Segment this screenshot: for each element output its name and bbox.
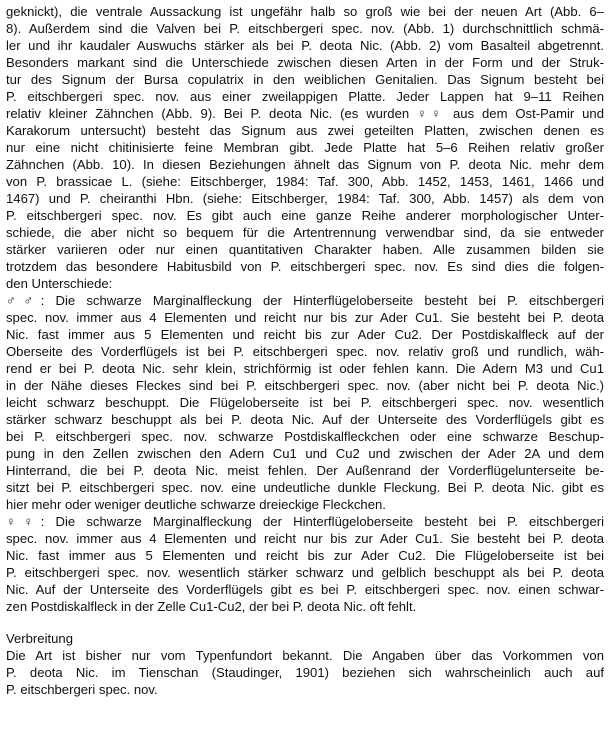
text-line: in der Nähe dieses Fleckes sind bei P. eitschbergeri spec. nov. (aber nicht bei P. deota Nic.) [6, 378, 604, 393]
text-line: stärker schwarz beschuppt als bei P. deota Nic. Auf der Unterseite des Vorderflügels gibt es [6, 412, 604, 427]
text-line: tur des Signum der Bursa copulatrix in den weiblichen Genitalien. Das Signum besteht bei [6, 72, 604, 87]
text-line: Karakorum untersucht) besteht das Signum aus zwei geteilten Platten, zwischen denen es [6, 123, 604, 138]
text-line: P. eitschbergeri spec. nov. [6, 682, 158, 697]
text-line: relativ kleiner Zähnchen (Abb. 9). Bei P. deota Nic. (es wurden ♀♀ aus dem Ost-Pamir und [6, 106, 604, 121]
text-line: pung in den Zellen zwischen den Adern Cu1 und Cu2 und zwischen der Ader 2A und dem [6, 446, 604, 461]
text-line: bei P. eitschbergeri spec. nov. schwarze Postdiskalfleckchen oder eine schwarze Beschup- [6, 429, 604, 444]
text-line: sitzt bei P. eitschbergeri spec. nov. eine undeutliche dunkle Fleckung. Bei P. deota Nic. gibt es [6, 480, 604, 495]
text-line: Oberseite des Vorderflügels ist bei P. eitschbergeri spec. nov. relativ groß und rundlich, wäh- [6, 344, 604, 359]
text-line: trotzdem das besondere Habitusbild von P. eitschbergeri spec. nov. Es sind dies die folgen- [6, 259, 604, 274]
text-line: hier mehr oder weniger deutliche schwarze dreieckige Fleckchen. [6, 497, 386, 512]
text-line: 1467) und P. cheiranthi Hbn. (siehe: Eitschberger, 1984: Taf. 300, Abb. 1457) als dem von [6, 191, 604, 206]
text-line: P. deota Nic. im Tienschan (Staudinger, 1901) beziehen sich wahrscheinlich auch auf [6, 665, 604, 680]
text-line: von P. brassicae L. (siehe: Eitschberger, 1984: Taf. 300, Abb. 1452, 1453, 1461, 1466 und [6, 174, 604, 189]
text-line: Die Art ist bisher nur vom Typenfundort bekannt. Die Angaben über das Vorkommen von [6, 648, 604, 663]
text-line: Nic. fast immer aus 5 Elementen und reicht bis zur Ader Cu2. Die Flügeloberseite ist bei [6, 548, 604, 563]
text-line: stärker variieren oder nur einen quantitativen Charakter haben. Alle zusammen bilden sie [6, 242, 604, 257]
text-line: nur eine nicht chitinisierte feine Membran gibt. Jede Platte hat 5–6 Reihen relativ großer [6, 140, 604, 155]
text-line: Zähnchen (Abb. 10). In diesen Beziehungen ähnelt das Signum von P. deota Nic. mehr dem [6, 157, 604, 172]
text-line: 8). Außerdem sind die Valven bei P. eitschbergeri spec. nov. (Abb. 1) durchschnittlich schmä- [6, 21, 604, 36]
text-line: P. eitschbergeri spec. nov. Es gibt auch eine ganze Reihe anderer morphologischer Unter- [6, 208, 604, 223]
text-line: ♂♂: Die schwarze Marginalfleckung der Hinterflügeloberseite besteht bei P. eitschbergeri [6, 293, 604, 308]
text-line: Hinterrand, die bei P. deota Nic. meist fehlen. Der Außenrand der Vorderflügelunterseite be- [6, 463, 604, 478]
text-line: Besonders markant sind die Unterschiede zwischen diesen Arten in der Form und der Struk- [6, 55, 604, 70]
text-line: P. eitschbergeri spec. nov. wesentlich stärker schwarz und gelblich beschuppt als bei P. deota [6, 565, 604, 580]
text-line: den Unterschiede: [6, 276, 113, 291]
section-heading: Verbreitung [6, 631, 73, 646]
text-line: P. eitschbergeri spec. nov. aus einer zweilappigen Platte. Jeder Lappen hat 9–11 Reihen [6, 89, 604, 104]
text-line: geknickt), die ventrale Aussackung ist ungefähr halb so groß wie bei der neuen Art (Abb. 6– [6, 4, 604, 19]
text-line: ♀♀: Die schwarze Marginalfleckung der Hinterflügeloberseite besteht bei P. eitschbergeri [6, 514, 604, 529]
text-line: zen Postdiskalfleck in der Zelle Cu1-Cu2, der bei P. deota Nic. oft fehlt. [6, 599, 417, 614]
text-line: schiede, die aber nicht so bequem für die Artentrennung verwendbar sind, da sie entweder [6, 225, 604, 240]
text-line: leicht schwarz beschuppt. Die Flügeloberseite ist bei P. eitschbergeri spec. nov. wesentlich [6, 395, 604, 410]
text-line: ler und ihr kaudaler Auswuchs stärker als bei P. deota Nic. (Abb. 2) vom Basalteil abgetrennt. [6, 38, 604, 53]
text-line: Nic. Auf der Unterseite des Vorderflügels gibt es bei P. eitschbergeri spec. nov. einen schwar- [6, 582, 604, 597]
text-line: spec. nov. immer aus 4 Elementen und reicht nur bis zur Ader Cu1. Sie besteht bei P. deota [6, 531, 604, 546]
text-line: Nic. fast immer aus 5 Elementen und reicht bis zur Ader Cu2. Der Postdiskalfleck auf der [6, 327, 604, 342]
text-line: rend er bei P. deota Nic. sehr klein, strichförmig ist oder fehlen kann. Die Adern M3 und Cu1 [6, 361, 604, 376]
text-line: spec. nov. immer aus 4 Elementen und reicht nur bis zur Ader Cu1. Sie besteht bei P. deota [6, 310, 604, 325]
